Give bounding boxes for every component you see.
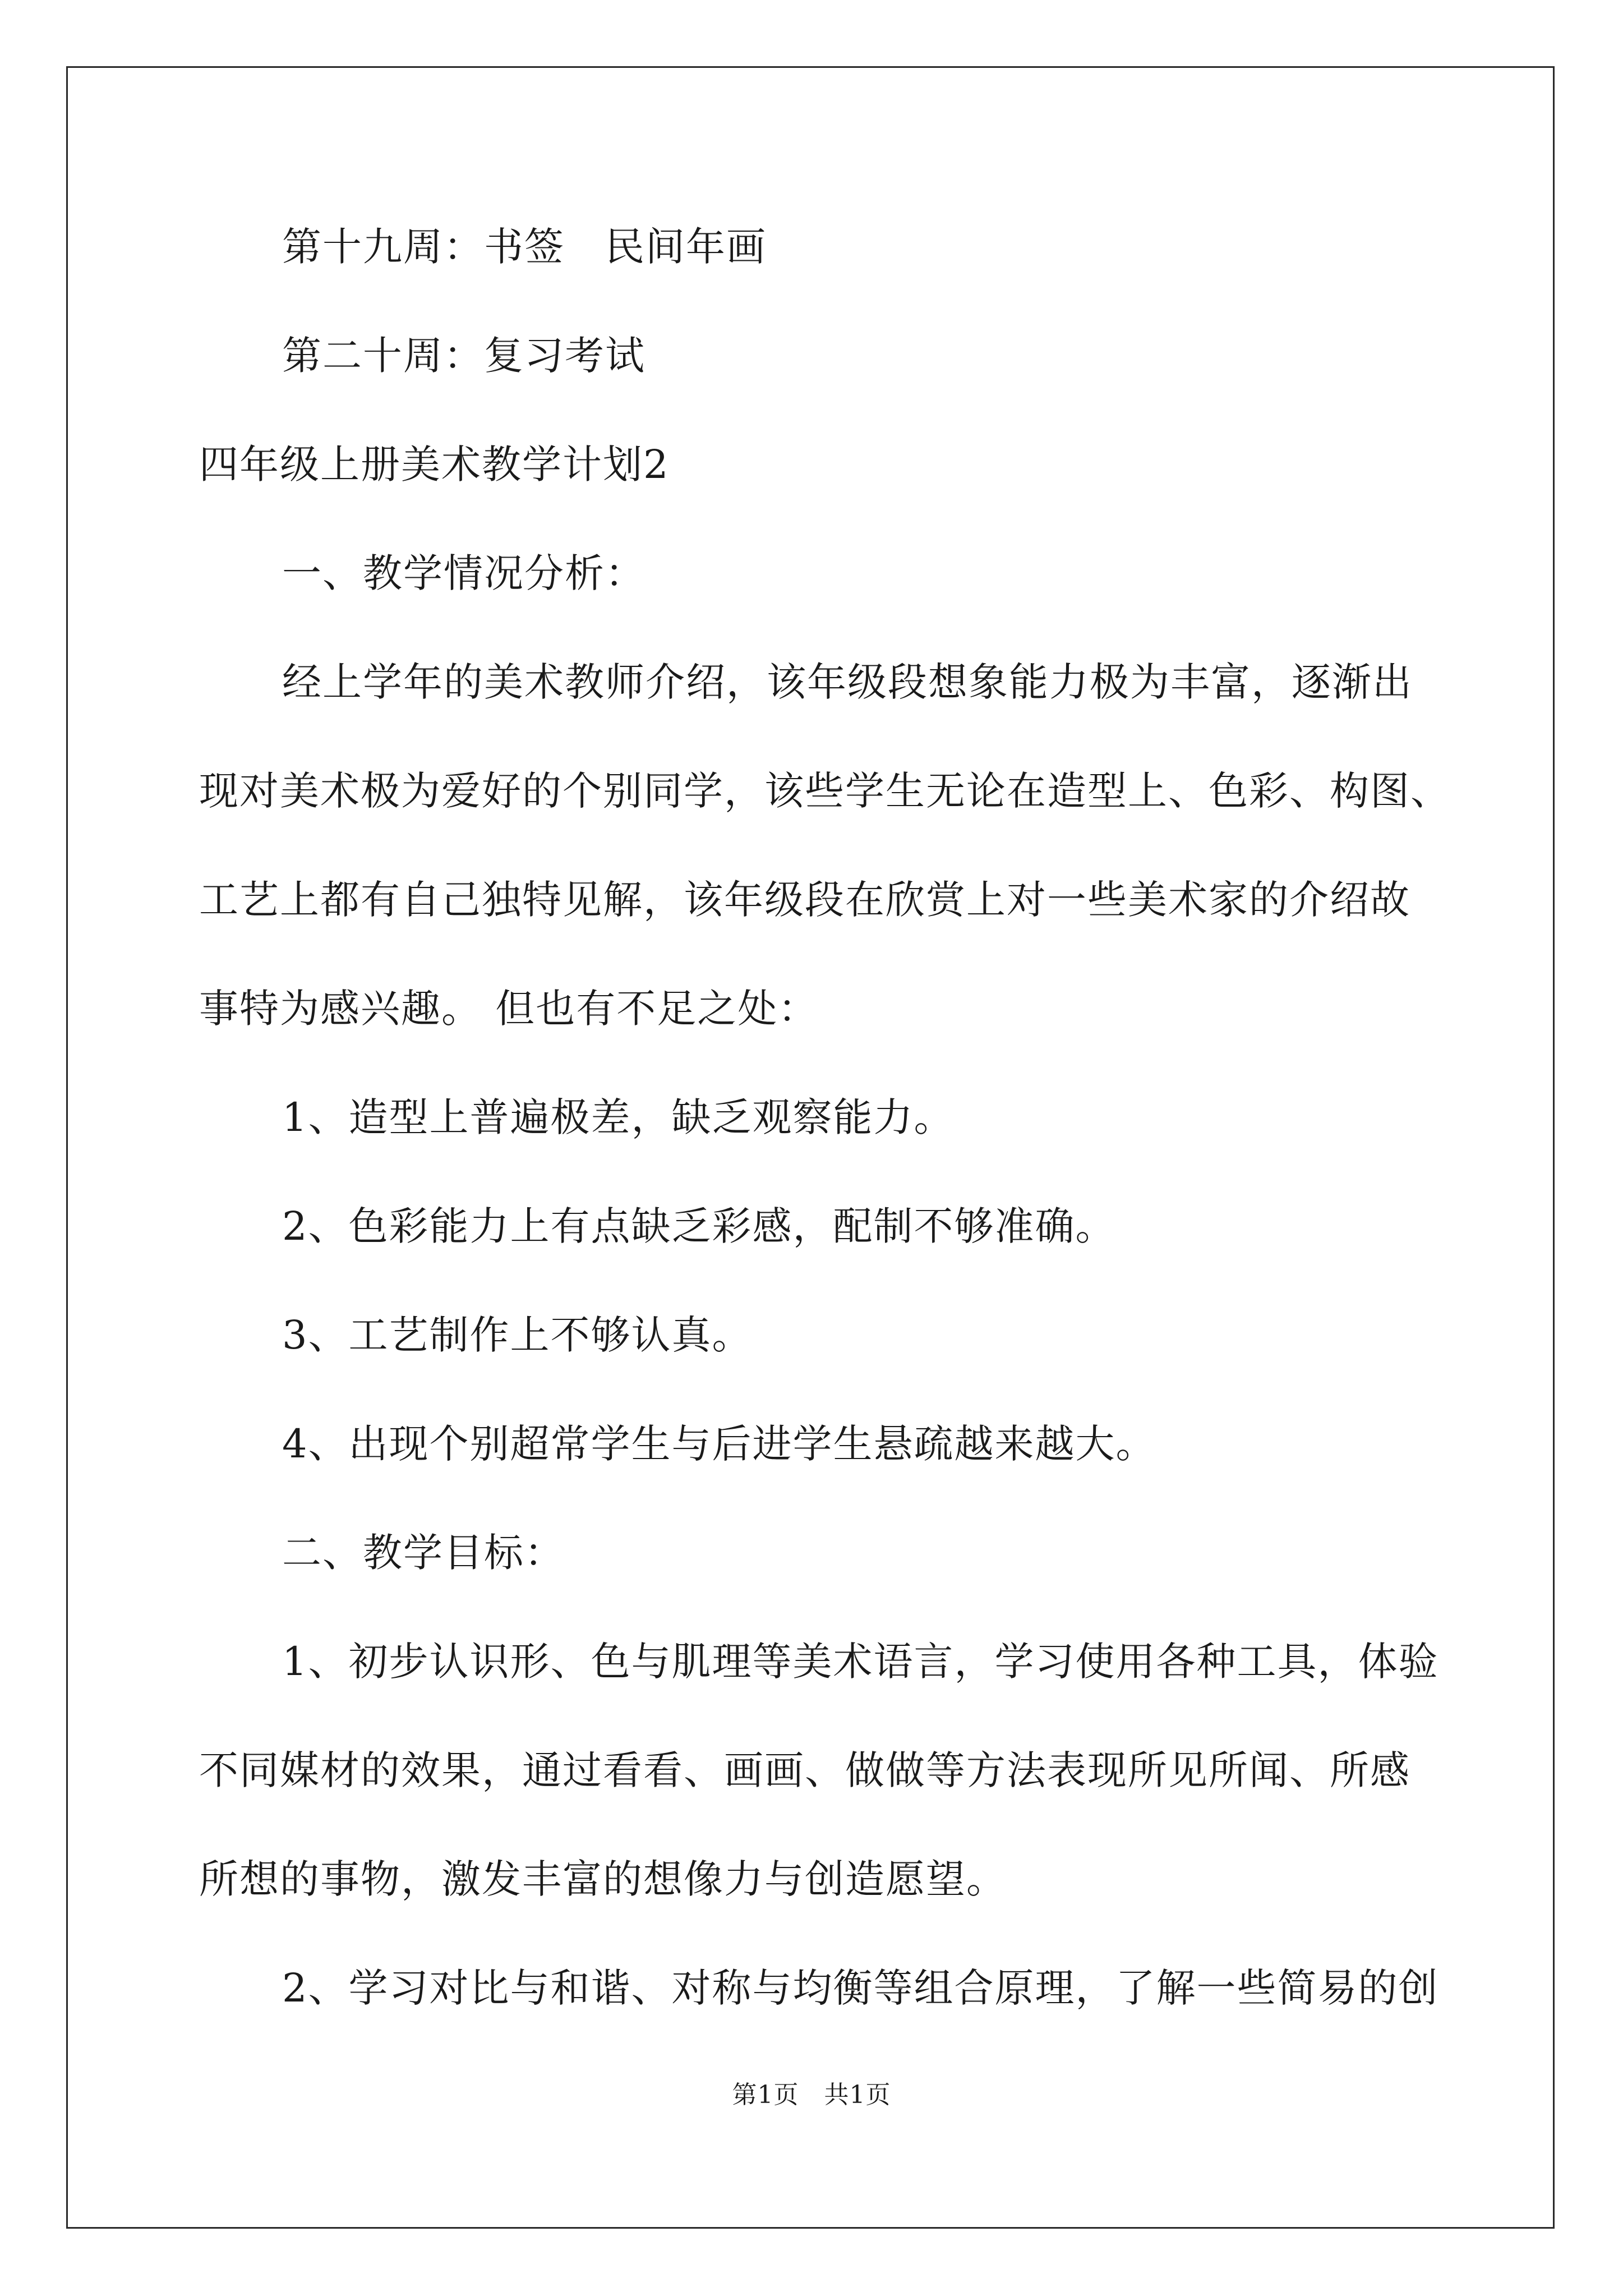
list-item: 2、色彩能力上有点缺乏彩感，配制不够准确。 [282,1203,1116,1249]
text-line: 现对美术极为爱好的个别同学，该些学生无论在造型上、色彩、构图、 [199,768,1451,814]
text-line: 不同媒材的效果，通过看看、画画、做做等方法表现所见所闻、所感 [199,1747,1410,1793]
list-item: 2、学习对比与和谐、对称与均衡等组合原理，了解一些简易的创 [282,1965,1439,2011]
text-line: 事特为感兴趣。 但也有不足之处： [199,986,819,1032]
section-heading: 一、教学情况分析： [282,550,645,596]
list-item: 1、造型上普遍极差，缺乏观察能力。 [282,1094,955,1140]
text-line: 所想的事物，激发丰富的想像力与创造愿望。 [199,1856,1007,1902]
page-footer: 第1页 共1页 [732,2081,891,2109]
list-item: 4、出现个别超常学生与后进学生悬疏越来越大。 [282,1421,1156,1467]
list-item: 3、工艺制作上不够认真。 [282,1312,753,1358]
list-item: 1、初步认识形、色与肌理等美术语言，学习使用各种工具，体验 [282,1639,1439,1685]
text-line: 第十九周：书签 民间年画 [282,224,767,270]
text-line: 工艺上都有自己独特见解，该年级段在欣赏上对一些美术家的介绍故 [199,877,1410,923]
section-heading: 二、教学目标： [282,1530,565,1576]
text-line: 第二十周：复习考试 [282,333,645,379]
text-line: 经上学年的美术教师介绍，该年级段想象能力极为丰富，逐渐出 [282,659,1413,705]
section-title: 四年级上册美术教学计划2 [199,441,670,487]
